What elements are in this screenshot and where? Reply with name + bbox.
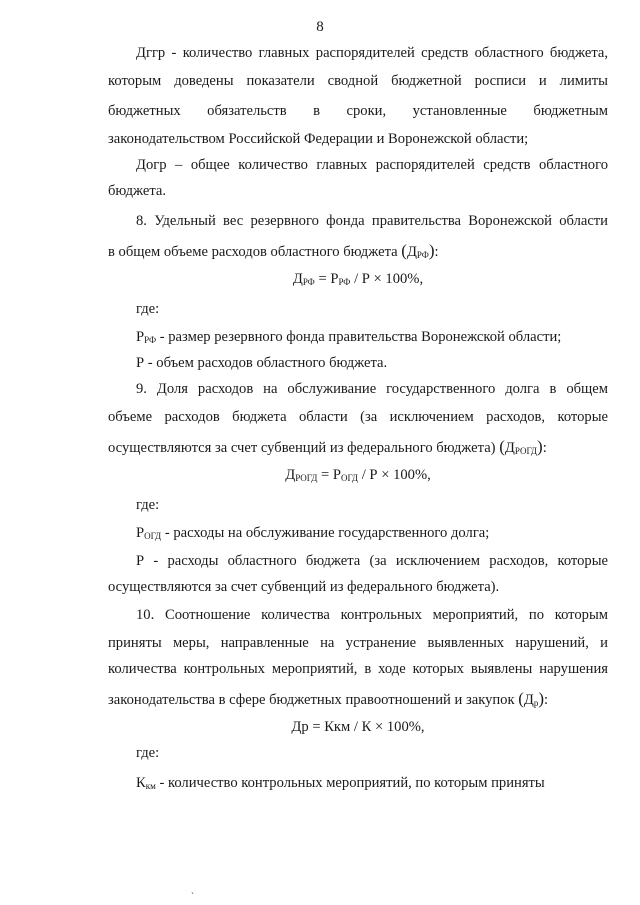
text-line: приняты меры, направленные на устранение выявленных нарушений, и xyxy=(108,635,608,651)
text-line: которым доведены показатели сводной бюджетной росписи и лимиты xyxy=(108,73,608,89)
text-line: 10. Соотношение количества контрольных мероприятий, по которым xyxy=(136,607,608,623)
text-line: 8. Удельный вес резервного фонда правительства Воронежской области xyxy=(136,213,608,229)
stray-mark: ˏ xyxy=(191,884,194,894)
text-line: бюджета. xyxy=(108,183,167,199)
text-line: Догр – общее количество главных распорядителей средств областного xyxy=(136,157,608,173)
text-line: где: xyxy=(136,301,160,317)
text-line: Р - объем расходов областного бюджета. xyxy=(136,355,388,371)
text-line: объеме расходов бюджета области (за исключением расходов, которые xyxy=(108,409,608,425)
text-line: $Р_{ОГД}$ - расходы на обслуживание государственного долга; xyxy=(136,525,490,541)
text-line: Дггр - количество главных распорядителей средств областного бюджета, xyxy=(136,45,608,61)
text-line: законодательства в сфере бюджетных правоотношений и закупок $(Д_р)$: xyxy=(108,689,549,708)
formula-control-ratio: Др = Ккм / К × 100%, xyxy=(291,719,425,735)
text-line: где: xyxy=(136,745,160,761)
text-line: в общем объеме расходов областного бюджета $(Д_{РФ})$: xyxy=(108,241,439,260)
text-line: законодательством Российской Федерации и Воронежской области; xyxy=(108,131,529,147)
page-number: 8 xyxy=(316,19,324,35)
text-line: бюджетных обязательств в сроки, установленные бюджетным xyxy=(108,103,608,119)
text-line: 9. Доля расходов на обслуживание государственного долга в общем xyxy=(136,381,608,397)
text-line: Р - расходы областного бюджета (за исключением расходов, которые xyxy=(136,553,608,569)
text-line: количества контрольных мероприятий, в ходе которых выявлены нарушения xyxy=(108,661,608,677)
text-line: $Р_{РФ}$ - размер резервного фонда правительства Воронежской области; xyxy=(136,329,562,345)
text-line: где: xyxy=(136,497,160,513)
formula-debt-service: $Д_{РОГД} = Р_{ОГД} / Р \times 100\%$, xyxy=(285,467,431,483)
text-line: осуществляются за счет субвенций из федерального бюджета) $(Д_{РОГД})$: xyxy=(108,437,547,456)
text-line: осуществляются за счет субвенций из федерального бюджета). xyxy=(108,579,500,595)
formula-reserve-fund: $Д_{РФ} = Р_{РФ} / Р \times 100\%$, xyxy=(292,271,424,287)
text-line: $К_{км}$ - количество контрольных мероприятий, по которым приняты xyxy=(136,775,545,791)
